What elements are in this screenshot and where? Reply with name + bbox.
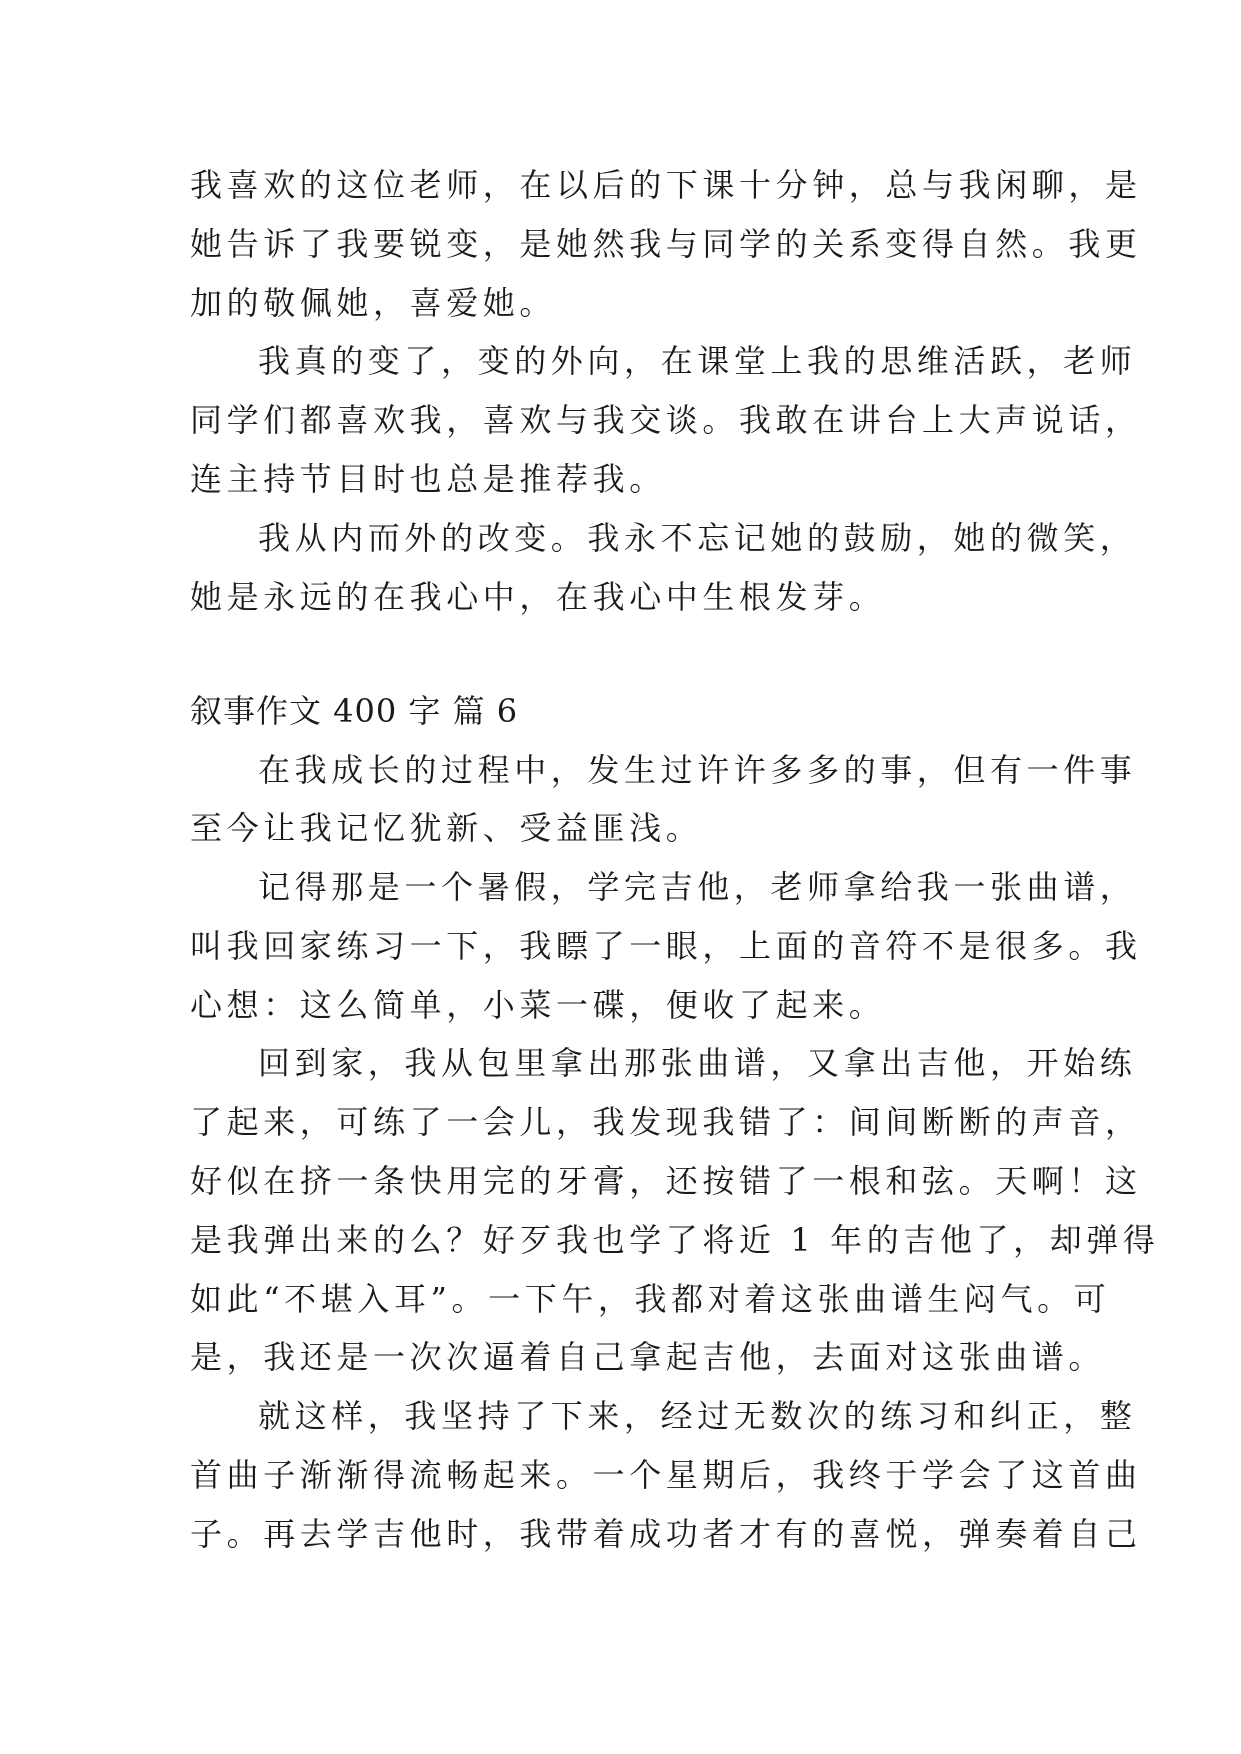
paragraph-1-line-1: 我喜欢的这位老师，在以后的下课十分钟，总与我闲聊，是 [190, 166, 1142, 204]
paragraph-5-line-3: 心想：这么简单，小菜一碟，便收了起来。 [190, 986, 886, 1024]
paragraph-6-line-4: 是我弹出来的么？好歹我也学了将近 1 年的吉他了，却弹得 [190, 1221, 1160, 1259]
paragraph-7-line-3: 子。再去学吉他时，我带着成功者才有的喜悦，弹奏着自己 [190, 1515, 1142, 1553]
paragraph-6-line-3: 好似在挤一条快用完的牙膏，还按错了一根和弦。天啊！这 [190, 1162, 1142, 1200]
paragraph-7-line-2: 首曲子渐渐得流畅起来。一个星期后，我终于学会了这首曲 [190, 1456, 1142, 1494]
paragraph-3-line-2: 她是永远的在我心中，在我心中生根发芽。 [190, 578, 886, 616]
section-heading: 叙事作文 400 字 篇 6 [190, 692, 519, 730]
paragraph-6-line-2: 了起来，可练了一会儿，我发现我错了：间间断断的声音， [190, 1103, 1142, 1141]
paragraph-1-line-2: 她告诉了我要锐变，是她然我与同学的关系变得自然。我更 [190, 225, 1142, 263]
paragraph-4-line-2: 至今让我记忆犹新、受益匪浅。 [190, 809, 703, 847]
paragraph-1-line-3: 加的敬佩她，喜爱她。 [190, 284, 557, 322]
paragraph-4-line-1: 在我成长的过程中，发生过许许多多的事，但有一件事 [258, 751, 1137, 789]
paragraph-7-line-1: 就这样，我坚持了下来，经过无数次的练习和纠正，整 [258, 1397, 1137, 1435]
paragraph-6-line-6: 是，我还是一次次逼着自己拿起吉他，去面对这张曲谱。 [190, 1338, 1106, 1376]
paragraph-6-line-5: 如此“不堪入耳”。一下午，我都对着这张曲谱生闷气。可 [190, 1280, 1111, 1318]
paragraph-5-line-1: 记得那是一个暑假，学完吉他，老师拿给我一张曲谱， [258, 868, 1137, 906]
paragraph-2-line-2: 同学们都喜欢我，喜欢与我交谈。我敢在讲台上大声说话， [190, 401, 1142, 439]
paragraph-2-line-1: 我真的变了，变的外向，在课堂上我的思维活跃，老师 [258, 342, 1137, 380]
paragraph-2-line-3: 连主持节目时也总是推荐我。 [190, 460, 666, 498]
paragraph-6-line-1: 回到家，我从包里拿出那张曲谱，又拿出吉他，开始练 [258, 1044, 1137, 1082]
paragraph-3-line-1: 我从内而外的改变。我永不忘记她的鼓励，她的微笑， [258, 519, 1137, 557]
paragraph-5-line-2: 叫我回家练习一下，我瞟了一眼，上面的音符不是很多。我 [190, 927, 1142, 965]
